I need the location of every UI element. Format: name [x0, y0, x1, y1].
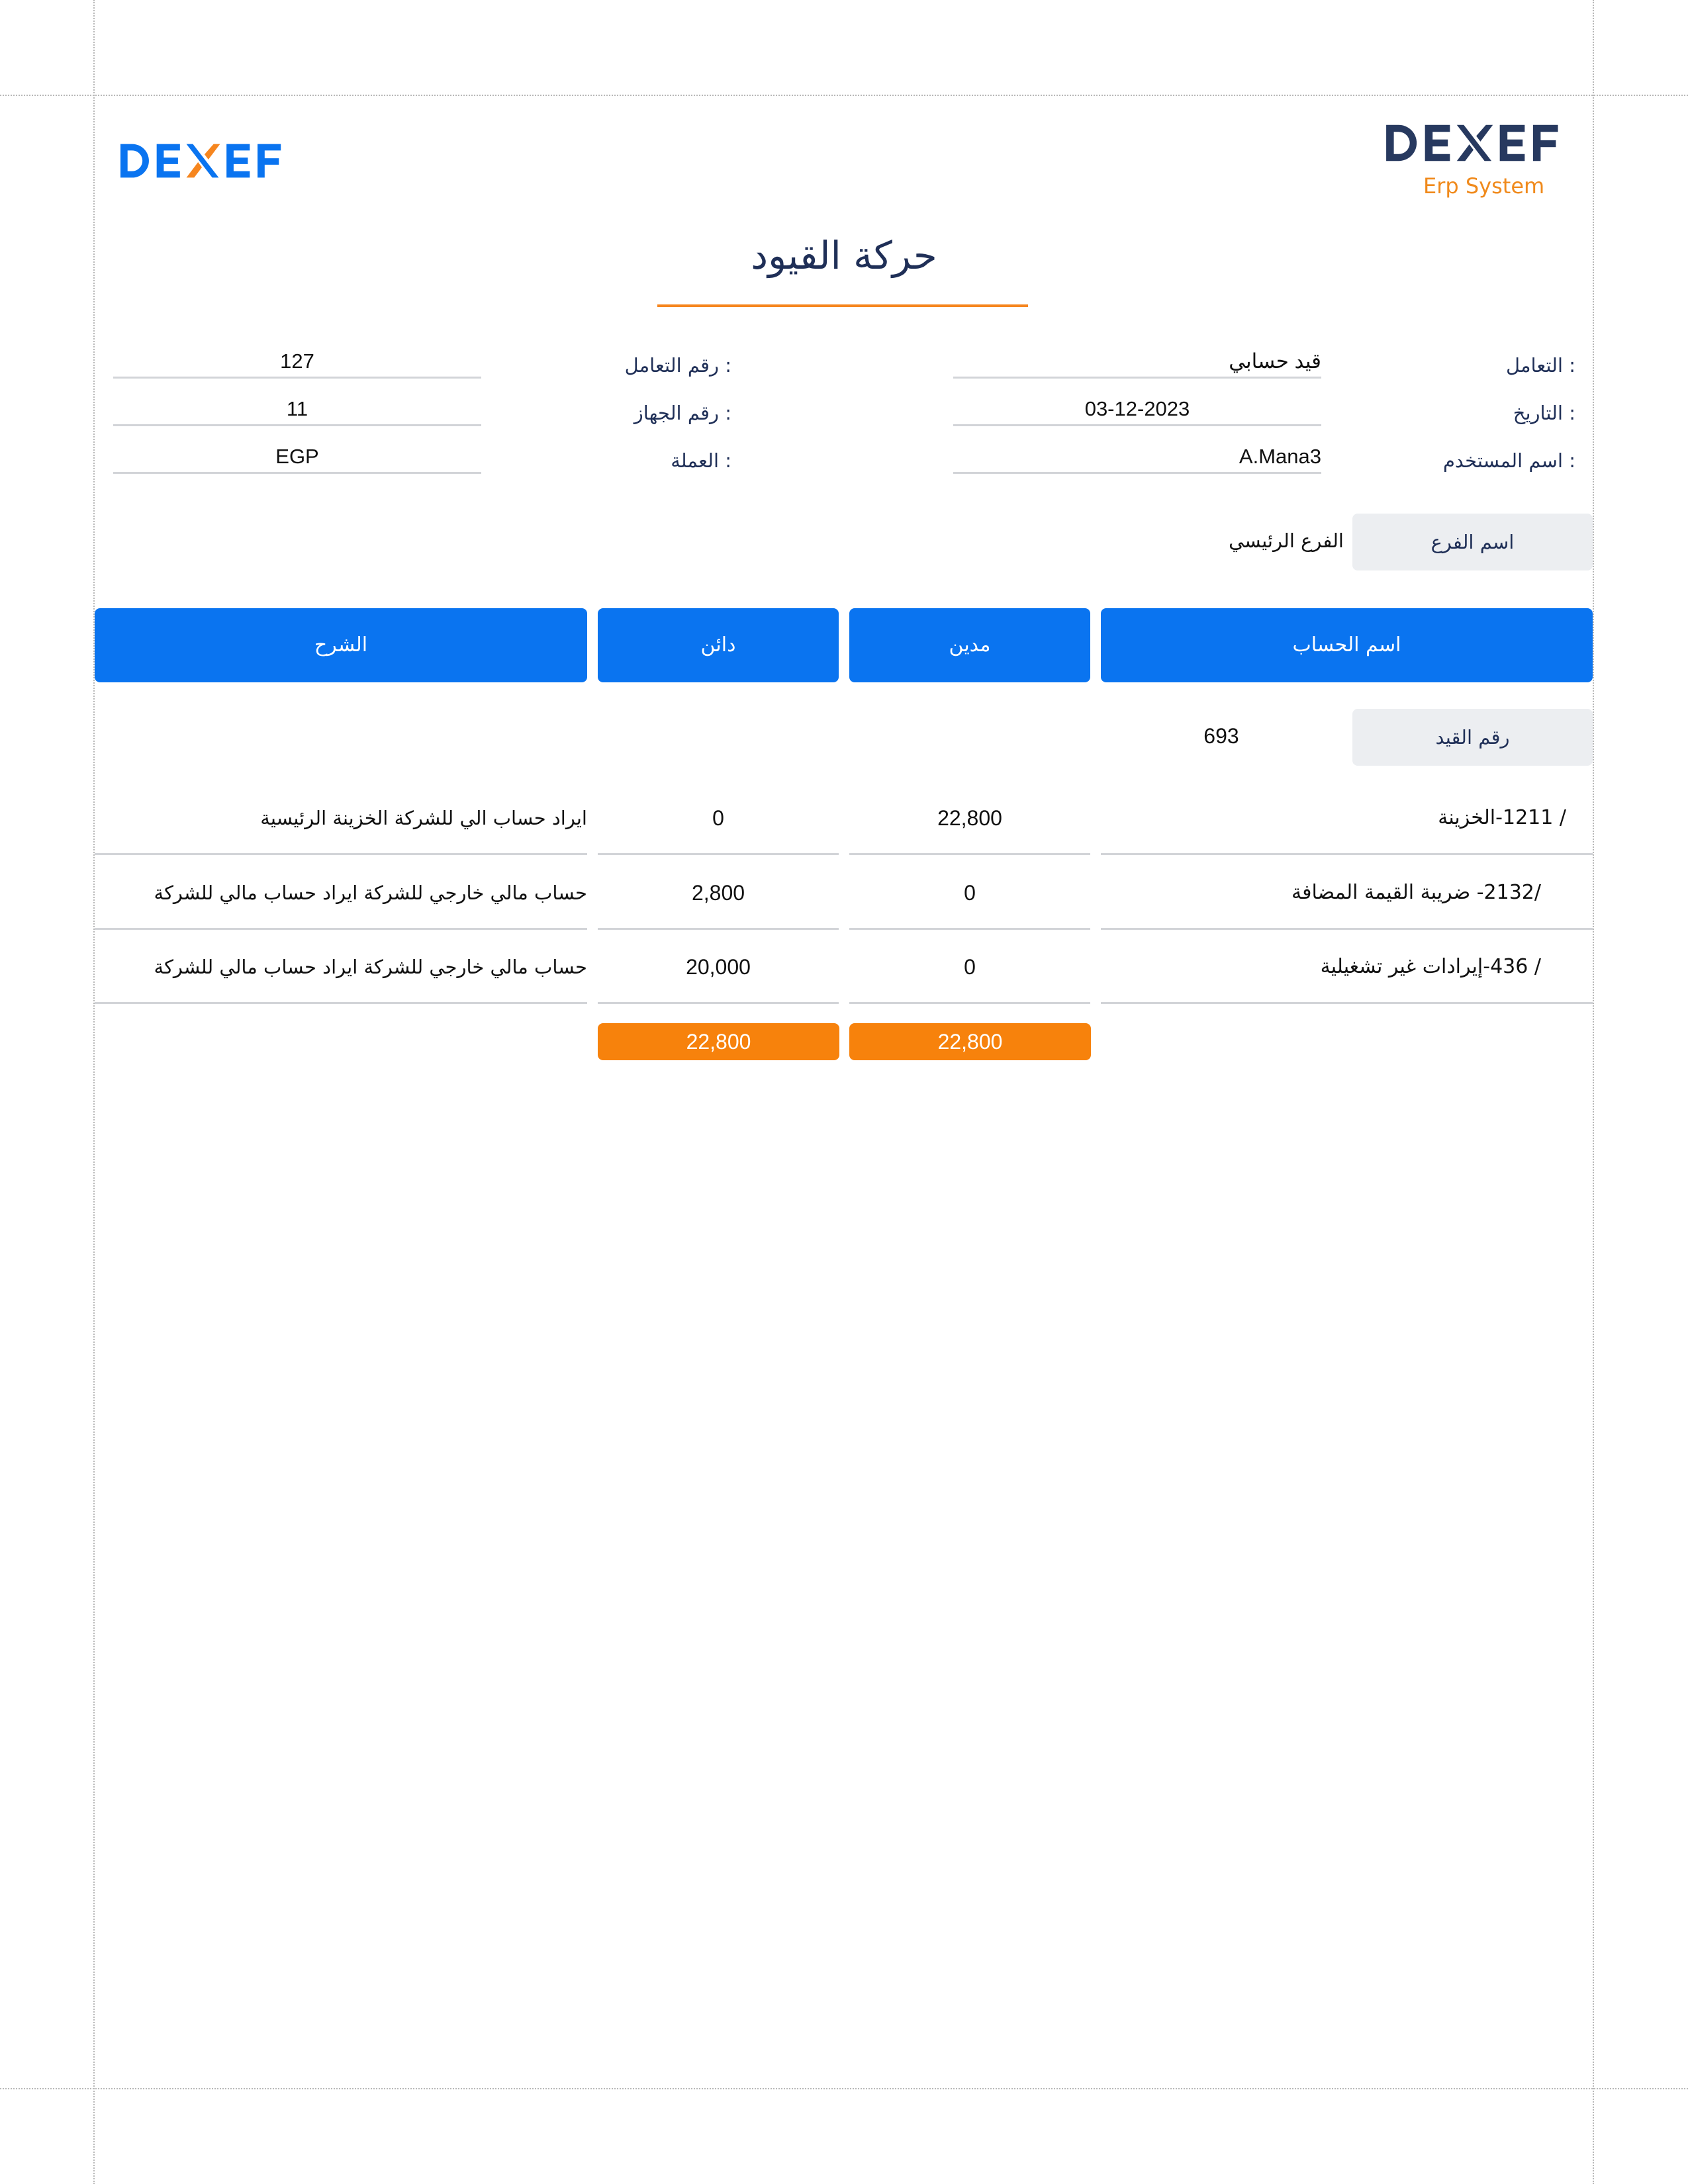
dexef-erp-logo	[1385, 119, 1570, 204]
currency-value: EGP	[113, 445, 481, 474]
dexef-logo-navy	[1385, 123, 1565, 163]
total-debit: 22,800	[849, 1023, 1091, 1060]
table-row-description: حساب مالي خارجي للشركة ايراد حساب مالي للشركة	[95, 856, 587, 930]
header-debit: مدين	[849, 608, 1090, 682]
device-no-value: 11	[113, 397, 481, 426]
header-description: الشرح	[95, 608, 587, 682]
table-row-account: / 1211-الخزينة	[1101, 781, 1593, 855]
page-guide-right	[1593, 0, 1594, 2184]
table-row-debit: 0	[849, 856, 1090, 930]
table-row-description: ايراد حساب الي للشركة الخزينة الرئيسية	[95, 781, 587, 855]
table-row-credit: 0	[598, 781, 839, 855]
branch-label: اسم الفرع	[1352, 514, 1593, 570]
page-title: حركة القيود	[751, 233, 937, 278]
table-row-account: /2132- ضريبة القيمة المضافة	[1101, 856, 1593, 930]
transaction-no-label: : رقم التعامل	[624, 354, 731, 377]
table-row-credit: 20,000	[598, 930, 839, 1004]
table-row-description: حساب مالي خارجي للشركة ايراد حساب مالي للشركة	[95, 930, 587, 1004]
page-guide-top	[0, 95, 1688, 96]
branch-value: الفرع الرئيسي	[1229, 529, 1344, 552]
entry-no-label: رقم القيد	[1352, 709, 1593, 766]
table-row-debit: 22,800	[849, 781, 1090, 855]
table-row-credit: 2,800	[598, 856, 839, 930]
title-underline	[657, 304, 1028, 307]
table-row-debit: 0	[849, 930, 1090, 1004]
date-label: : التاريخ	[1513, 402, 1575, 424]
header-account-name: اسم الحساب	[1101, 608, 1593, 682]
date-value: 03-12-2023	[953, 397, 1321, 426]
device-no-label: : رقم الجهاز	[633, 402, 731, 424]
transaction-label: : التعامل	[1506, 354, 1575, 377]
user-label: : اسم المستخدم	[1442, 449, 1575, 472]
table-row-account: / 436-إيرادات غير تشغيلية	[1101, 930, 1593, 1004]
brand-tagline: Erp System	[1423, 173, 1545, 199]
entry-no-value: 693	[1203, 724, 1239, 748]
dexef-logo-blue	[119, 136, 287, 185]
page-guide-left	[93, 0, 95, 2184]
transaction-value: قيد حسابي	[953, 349, 1321, 379]
header-credit: دائن	[598, 608, 839, 682]
user-value: A.Mana3	[953, 445, 1321, 474]
currency-label: : العملة	[671, 449, 731, 472]
total-credit: 22,800	[598, 1023, 839, 1060]
transaction-no-value: 127	[113, 349, 481, 379]
page-guide-bottom	[0, 2088, 1688, 2089]
